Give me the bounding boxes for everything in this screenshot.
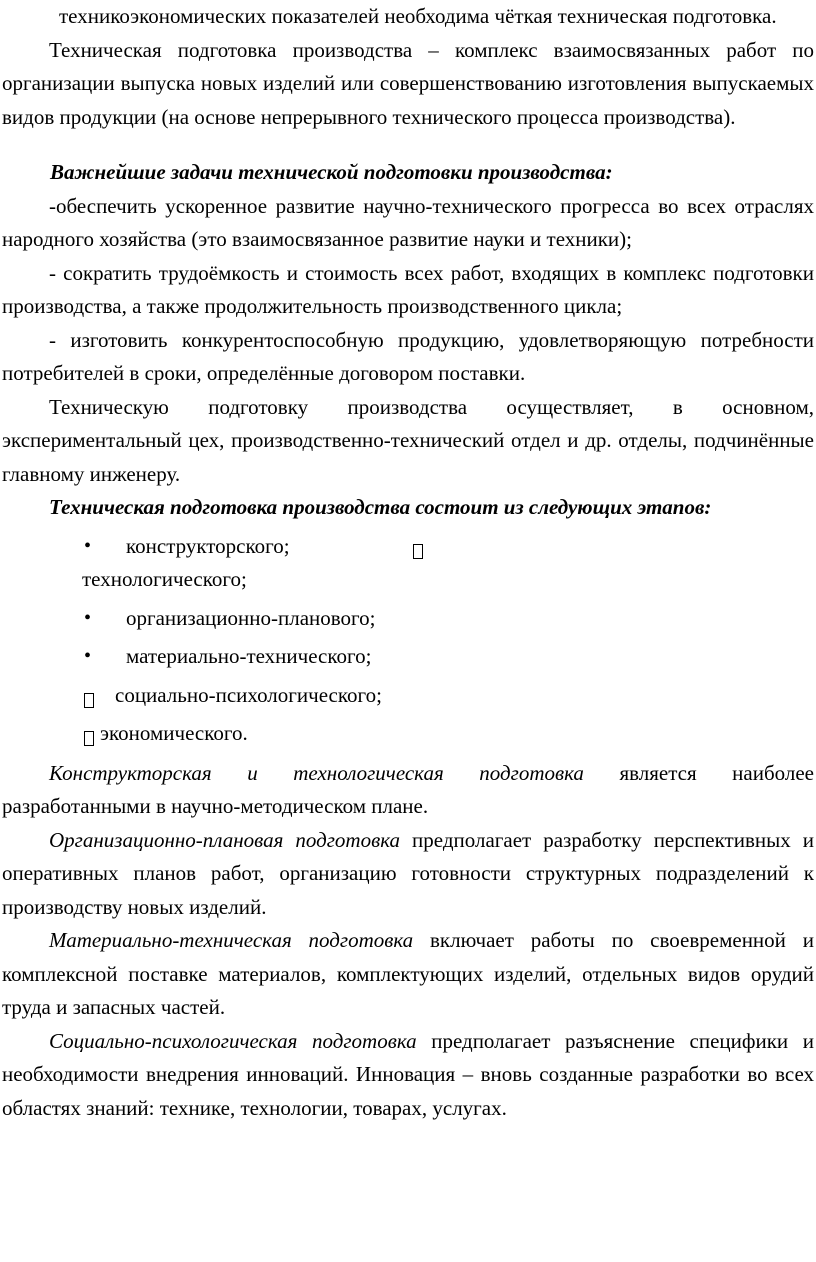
intro-paragraph: техникоэкономических показателей необходима чёткая техническая подготовка.: [59, 4, 777, 28]
task-item: - сократить трудоёмкость и стоимость всех работ, входящих в комплекс подготовки производства, а также продолжительность производственного цикла;: [2, 260, 814, 318]
list-item: [2, 717, 814, 751]
task-item: -обеспечить ускоренное развитие научно-технического прогресса во всех отраслях народного хозяйства (это взаимосвязанное развитие науки и техники);: [2, 193, 814, 251]
tasks-heading: Важнейшие задачи технической подготовки производства:: [50, 160, 613, 184]
bullet-dot-icon: •: [84, 606, 92, 629]
description-text: включает работы по своевременной и комплексной поставке материалов, комплектующих изделий, отдельных видов орудий труда и запасных частей.: [2, 928, 814, 1019]
description-paragraph: [2, 757, 814, 824]
description-term: Материально-техническая подготовка: [49, 928, 414, 952]
description-term: Конструкторская и технологическая подготовка: [49, 760, 584, 785]
spacer: [2, 134, 814, 156]
description-text: предполагает разъяснение специфики и необходимости внедрения инноваций. Инновация – вновь созданные разработки во всех областях знаний: технике, технологии, товарах, услугах.: [2, 1028, 814, 1120]
list-item: [2, 640, 814, 674]
definition-paragraph: Техническая подготовка производства – комплекс взаимосвязанных работ по организации выпуска новых изделий или совершенствованию изготовления выпускаемых видов продукции (на основе непрерывного технического процесса производства).: [2, 37, 814, 129]
list-item: [2, 530, 814, 564]
description-paragraph: [2, 824, 814, 925]
list-item-text: экономического.: [100, 721, 248, 745]
list-item-text: технологического;: [82, 567, 247, 591]
description-text: является наиболее разработанными в научно-методическом плане.: [2, 760, 815, 818]
list-item: [2, 563, 814, 597]
bullet-dot-icon: •: [84, 645, 92, 667]
list-item-text: конструкторского;: [126, 533, 290, 558]
list-item-text: материально-технического;: [126, 644, 372, 668]
list-item: [2, 602, 814, 636]
list-item-text: социально-психологического;: [115, 682, 382, 707]
bullet-dot-icon: •: [84, 534, 92, 557]
description-text: предполагает разработку перспективных и оперативных планов работ, организацию готовности структурных подразделений к производству новых изделий.: [2, 827, 814, 919]
description-paragraph: [2, 924, 814, 1025]
list-item: [2, 679, 814, 713]
stages-list: [2, 530, 814, 751]
missing-glyph-icon: [84, 685, 94, 719]
description-term: Организационно-плановая подготовка: [49, 827, 401, 852]
missing-glyph-icon: [84, 723, 94, 757]
description-term: Социально-психологическая подготовка: [49, 1028, 417, 1053]
performers-paragraph: Техническую подготовку производства осуществляет, в основном, экспериментальный цех, производственно-технический отдел и др. отделы, подчинённые главному инженеру.: [2, 394, 814, 486]
stages-heading: Техническая подготовка производства состоит из следующих этапов:: [49, 495, 712, 519]
task-item: - изготовить конкурентоспособную продукцию, удовлетворяющую потребности потребителей в сроки, определённые договором поставки.: [2, 327, 814, 385]
list-item-text: организационно-планового;: [126, 605, 376, 630]
description-paragraph: [2, 1025, 814, 1126]
